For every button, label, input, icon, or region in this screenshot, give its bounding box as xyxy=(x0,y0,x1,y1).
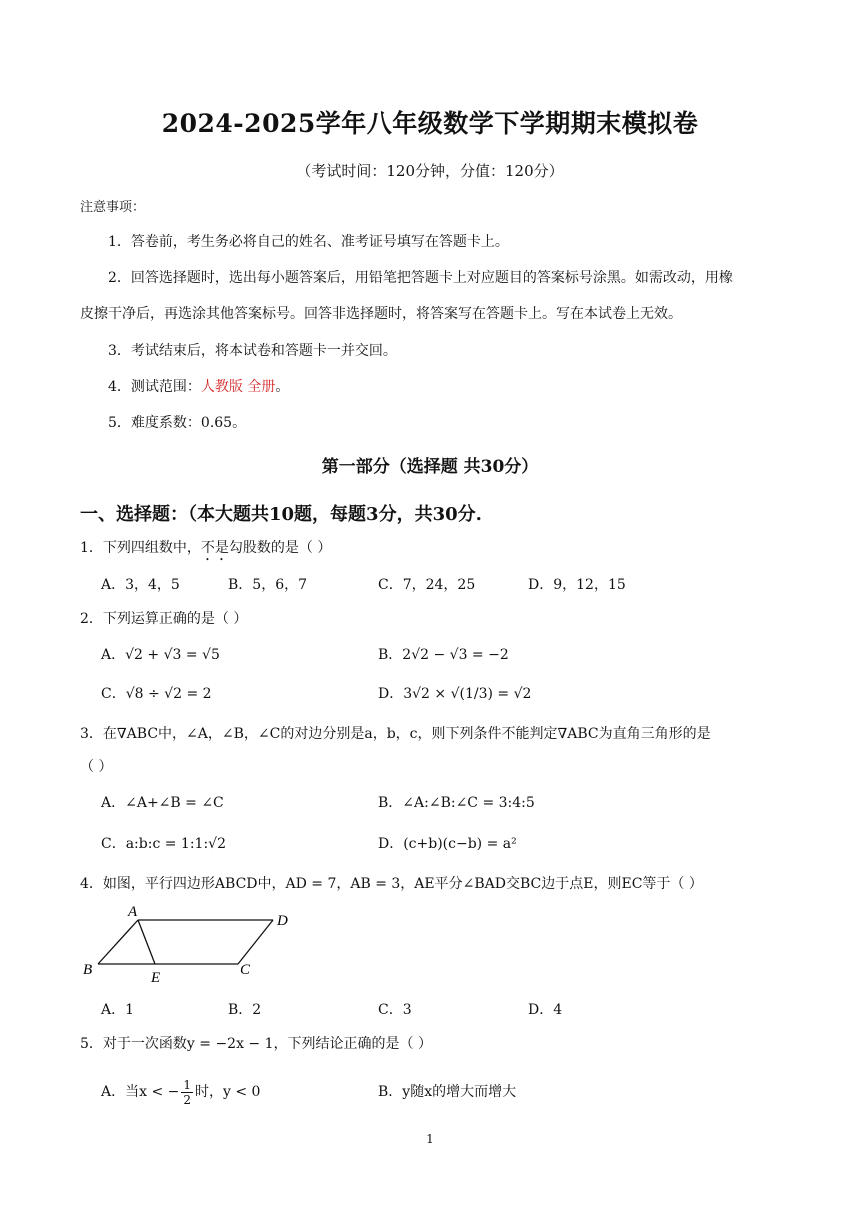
fraction-denominator: 2 xyxy=(183,1092,192,1107)
page-number: 1 xyxy=(426,1132,434,1146)
label-c: C xyxy=(240,962,251,978)
q1-stem-a: 1．下列四组数中， xyxy=(80,540,201,556)
part1-heading: 第一部分（选择题 共30分） xyxy=(321,457,539,477)
q3-option-a: A．∠A+∠B = ∠C xyxy=(101,795,224,811)
q2-option-a: A．√2 + √3 = √5 xyxy=(101,647,220,663)
q4-option-d: D．4 xyxy=(528,1002,563,1018)
q1-option-d: D．9，12，15 xyxy=(528,577,626,593)
q3-option-b: B．∠A:∠B:∠C = 3:4:5 xyxy=(378,795,535,811)
notice-item-3: 3．考试结束后，将本试卷和答题卡一并交回。 xyxy=(108,343,397,359)
notice-item-4-suffix: 。 xyxy=(275,379,290,395)
q5-stem: 5．对于一次函数y = −2x − 1，下列结论正确的是（ ） xyxy=(80,1036,432,1052)
q5-option-a xyxy=(101,1072,260,1112)
segment-dc xyxy=(238,920,273,964)
fraction-numerator: 1 xyxy=(183,1077,192,1092)
q1-option-c: C．7，24，25 xyxy=(378,577,476,593)
q5-option-a-suffix: 时，y < 0 xyxy=(195,1084,261,1100)
q4-option-b: B．2 xyxy=(228,1002,262,1018)
section1-heading: 一、选择题：（本大题共10题，每题3分，共30分. xyxy=(80,504,482,525)
notice-item-1: 1．答卷前，考生务必将自己的姓名、准考证号填写在答题卡上。 xyxy=(108,234,509,250)
q1-option-b: B．5，6，7 xyxy=(228,577,308,593)
q3-stem-line-1: 3．在∇ABC中，∠A，∠B，∠C的对边分别是a，b，c，则下列条件不能判定∇ABC为直角三角形的是 xyxy=(80,726,711,742)
q1-stem xyxy=(80,538,331,564)
label-d: D xyxy=(277,913,288,929)
q3-option-d: D．(c+b)(c−b) = a² xyxy=(378,836,517,852)
label-a: A xyxy=(128,904,138,920)
q2-option-d: D．3√2 × √(1/3) = √2 xyxy=(378,686,532,702)
q4-option-c: C．3 xyxy=(378,1002,412,1018)
q1-option-a: A．3，4，5 xyxy=(101,577,180,593)
q4-stem: 4．如图，平行四边形ABCD中，AD = 7，AB = 3，AE平分∠BAD交BC边于点E，则EC等于（ ） xyxy=(80,876,703,892)
notice-item-4 xyxy=(108,377,289,397)
q2-option-c: C．√8 ÷ √2 = 2 xyxy=(101,686,212,702)
segment-ae xyxy=(138,920,155,964)
exam-subtitle: （考试时间：120分钟，分值：120分） xyxy=(296,162,564,180)
exam-title: 2024-2025学年八年级数学下学期期末模拟卷 xyxy=(161,109,699,138)
label-b: B xyxy=(83,962,93,978)
fraction-one-half xyxy=(181,1078,193,1107)
q3-option-c: C．a:b:c = 1:1:√2 xyxy=(101,836,227,852)
q5-option-b: B．y随x的增大而增大 xyxy=(378,1084,517,1100)
notice-item-2-line-2: 皮擦干净后，再选涂其他答案标号。回答非选择题时，将答案写在答题卡上。写在本试卷上无效。 xyxy=(80,306,682,322)
label-e: E xyxy=(151,970,161,986)
q1-stem-emphasis: 不是 xyxy=(200,540,229,556)
segment-ab xyxy=(98,920,138,964)
q5-option-a-prefix: A．当x < − xyxy=(101,1084,180,1100)
q2-stem: 2．下列运算正确的是（ ） xyxy=(80,611,248,627)
q3-stem-line-2: （ ） xyxy=(80,759,113,775)
q4-option-a: A．1 xyxy=(101,1002,135,1018)
q1-stem-b: 勾股数的是（ ） xyxy=(228,540,332,556)
notice-heading: 注意事项： xyxy=(80,200,146,215)
notice-item-5: 5．难度系数：0.65。 xyxy=(108,415,247,431)
q2-option-b: B．2√2 − √3 = −2 xyxy=(378,647,509,663)
notice-item-4-prefix: 4．测试范围： xyxy=(108,379,201,395)
parallelogram-figure xyxy=(78,900,308,986)
test-range: 人教版 全册 xyxy=(200,379,276,395)
notice-item-2-line-1: 2．回答选择题时，选出每小题答案后，用铅笔把答题卡上对应题目的答案标号涂黑。如需改动，用橡 xyxy=(108,270,733,286)
